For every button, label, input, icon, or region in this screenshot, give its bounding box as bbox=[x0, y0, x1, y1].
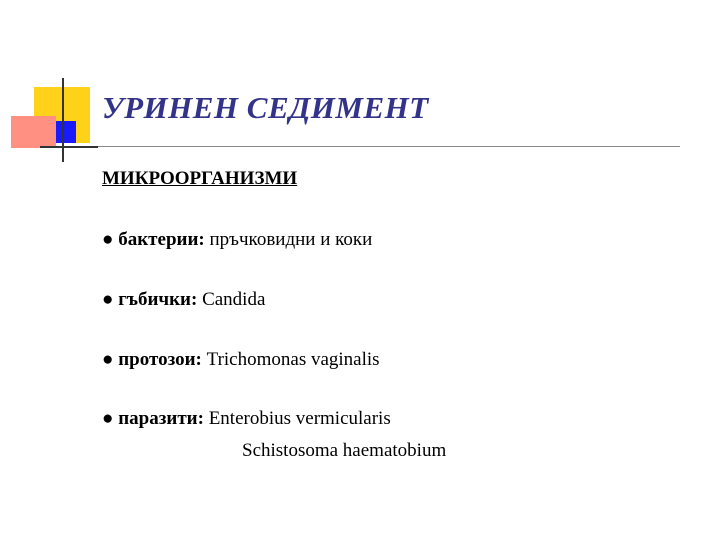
section-heading: МИКРООРГАНИЗМИ bbox=[102, 168, 298, 189]
item-value: Candida bbox=[202, 289, 266, 310]
item-value: пръчковидни и коки bbox=[209, 229, 373, 250]
list-item-parasites bbox=[102, 408, 391, 430]
decor-red-square bbox=[11, 116, 56, 148]
list-item-fungi bbox=[102, 289, 265, 311]
bullet: ● bbox=[102, 349, 114, 370]
item-label: паразити: bbox=[118, 408, 204, 429]
item-value: Trichomonas vaginalis bbox=[206, 349, 380, 370]
title-underline-rule bbox=[98, 146, 680, 147]
bullet: ● bbox=[102, 289, 114, 310]
slide-title: УРИНЕН СЕДИМЕНТ bbox=[102, 90, 429, 125]
decor-vertical-line bbox=[62, 78, 64, 162]
bullet: ● bbox=[102, 229, 114, 250]
item-label: протозои: bbox=[118, 349, 202, 370]
item-value: Enterobius vermicularis bbox=[208, 408, 391, 429]
list-item-bacteria bbox=[102, 229, 372, 251]
decor-horizontal-line bbox=[40, 146, 98, 148]
item-label: гъбички: bbox=[118, 289, 198, 310]
item-label: бактерии: bbox=[118, 229, 205, 250]
bullet: ● bbox=[102, 408, 114, 429]
decor-blue-square bbox=[56, 121, 76, 143]
list-item-protozoa bbox=[102, 349, 380, 371]
list-item-continuation: Schistosoma haematobium bbox=[242, 440, 447, 461]
